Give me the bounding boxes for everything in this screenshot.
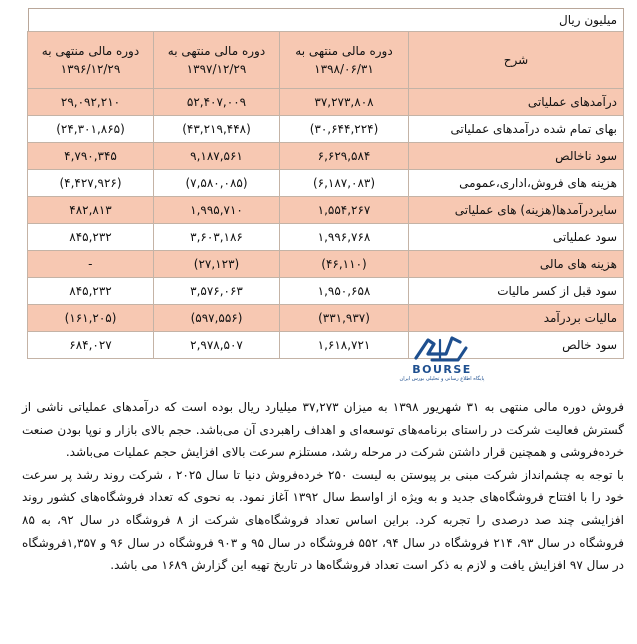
description-header: شرح: [409, 32, 624, 89]
row-value-period-3: ۶۸۴,۰۲۷: [28, 332, 154, 359]
table-row: [28, 305, 624, 332]
row-value-period-2: ۹,۱۸۷,۵۶۱: [154, 143, 280, 170]
table-row: [28, 251, 624, 278]
row-value-period-1: ۱,۹۹۶,۷۶۸: [280, 224, 409, 251]
row-value-period-1: ۶,۶۲۹,۵۸۴: [280, 143, 409, 170]
row-value-period-2: (۷,۵۸۰,۰۸۵): [154, 170, 280, 197]
row-value-period-2: ۳,۵۷۶,۰۶۳: [154, 278, 280, 305]
bourse-logo-text: BOURSE: [412, 363, 472, 376]
row-value-period-3: ۲۹,۰۹۲,۲۱۰: [28, 89, 154, 116]
table-row: [28, 170, 624, 197]
bourse-logo: [388, 330, 496, 382]
row-value-period-1: ۱,۶۱۸,۷۲۱: [280, 332, 409, 359]
paragraph-1: فروش دوره مالی منتهی به ۳۱ شهریور ۱۳۹۸ به میزان ۳۷,۲۷۳ میلیارد ریال بوده است که درآمدهای عملیاتی ناشی از گسترش فعالیت شرکت در راستای برنامه‌های توسعه‌ای و اهداف راهبردی آن می‌باشد. حجم بالای بازار و نوپا بودن صنعت خرده‌فروشی و همچنین قرار داشتن شرکت در مرحله رشد، مستلزم سرعت بالای افزایش حجم عملیات می‌باشد.: [22, 400, 625, 460]
row-value-period-1: (۳۰,۶۴۴,۲۲۴): [280, 116, 409, 143]
row-value-period-3: ۴۸۲,۸۱۳: [28, 197, 154, 224]
row-label: سایردرآمدها(هزینه) های عملیاتی: [409, 197, 624, 224]
row-value-period-3: (۴,۴۲۷,۹۲۶): [28, 170, 154, 197]
period-header-2: [154, 32, 280, 89]
row-value-period-2: (۵۹۷,۵۵۶): [154, 305, 280, 332]
row-value-period-3: (۱۶۱,۲۰۵): [28, 305, 154, 332]
row-label: هزینه های فروش،اداری،عمومی: [409, 170, 624, 197]
table-row: [28, 197, 624, 224]
period-header-2-date: ۱۳۹۷/۱۲/۲۹: [186, 62, 247, 76]
row-value-period-3: ۴,۷۹۰,۳۴۵: [28, 143, 154, 170]
period-header-3-date: ۱۳۹۶/۱۲/۲۹: [60, 62, 121, 76]
row-value-period-2: (۴۳,۲۱۹,۴۴۸): [154, 116, 280, 143]
row-value-period-2: (۲۷,۱۲۳): [154, 251, 280, 278]
row-label: سود ناخالص: [409, 143, 624, 170]
row-value-period-1: ۳۷,۲۷۳,۸۰۸: [280, 89, 409, 116]
row-value-period-3: ۸۴۵,۲۳۲: [28, 224, 154, 251]
table-row: [28, 143, 624, 170]
row-value-period-2: ۲,۹۷۸,۵۰۷: [154, 332, 280, 359]
table-row: [28, 224, 624, 251]
row-value-period-2: ۵۲,۴۰۷,۰۰۹: [154, 89, 280, 116]
table-row: [28, 332, 624, 359]
period-header-1-line1: دوره مالی منتهی به: [295, 44, 393, 58]
table-row: [28, 116, 624, 143]
row-label: سود قبل از کسر مالیات: [409, 278, 624, 305]
row-label: بهای تمام شده درآمدهای عملیاتی: [409, 116, 624, 143]
description-text: [22, 396, 624, 577]
row-value-period-2: ۱,۹۹۵,۷۱۰: [154, 197, 280, 224]
financial-summary: [28, 8, 624, 359]
period-header-3-line1: دوره مالی منتهی به: [41, 44, 140, 58]
table-row: [28, 89, 624, 116]
period-header-2-line1: دوره مالی منتهی به: [167, 44, 266, 58]
row-label: سود عملیاتی: [409, 224, 624, 251]
row-value-period-1: (۴۶,۱۱۰): [280, 251, 409, 278]
row-label: هزینه های مالی: [409, 251, 624, 278]
row-value-period-3: ۸۴۵,۲۳۲: [28, 278, 154, 305]
row-value-period-1: ۱,۵۵۴,۲۶۷: [280, 197, 409, 224]
row-label: مالیات بردرآمد: [409, 305, 624, 332]
row-value-period-3: (۲۴,۳۰۱,۸۶۵): [28, 116, 154, 143]
row-value-period-1: (۶,۱۸۷,۰۸۳): [280, 170, 409, 197]
row-value-period-3: -: [28, 251, 154, 278]
income-statement-table: [27, 31, 624, 359]
period-header-1: [280, 32, 409, 89]
bourse-logo-tagline: پایگاه اطلاع رسانی و تحلیلی بورس ایران: [399, 376, 485, 382]
table-header-row: [28, 32, 624, 89]
row-value-period-1: ۱,۹۵۰,۶۵۸: [280, 278, 409, 305]
unit-label: میلیون ریال: [28, 8, 624, 31]
bourse-logo-mark: [416, 338, 466, 360]
paragraph-2: با توجه به چشم‌انداز شرکت مبنی بر پیوستن به لیست ۲۵۰ خرده‌فروش دنیا تا سال ۲۰۲۵ ، شرکت روند رشد پر سرعت خود را با افتتاح فروشگاه‌های جدید و به ویژه از اواسط سال ۱۳۹۲ آغاز نمود. به نحوی که تعداد فروشگاه‌های کشور روند افزایشی چند صد درصدی را تجربه کرد. براین اساس تعداد فروشگاه‌های شرکت از ۸ فروشگاه در سال ۹۲، به ۸۵ فروشگاه در سال ۹۳، ۲۱۴ فروشگاه در سال ۹۴، ۵۵۲ فروشگاه در سال ۹۵ و ۹۰۳ فروشگاه در سال ۹۶ و ۱,۳۵۷فروشگاه در سال ۹۷ افزایش یافت و لازم به ذکر است تعداد فروشگاه‌ها در تاریخ تهیه این گزارش ۱۶۸۹ می باشد.: [22, 467, 625, 573]
row-value-period-1: (۳۳۱,۹۳۷): [280, 305, 409, 332]
period-header-3: [28, 32, 154, 89]
row-value-period-2: ۳,۶۰۳,۱۸۶: [154, 224, 280, 251]
row-label: سود خالص: [409, 332, 624, 359]
row-label: درآمدهای عملیاتی: [409, 89, 624, 116]
table-row: [28, 278, 624, 305]
period-header-1-date: ۱۳۹۸/۰۶/۳۱: [314, 62, 374, 76]
